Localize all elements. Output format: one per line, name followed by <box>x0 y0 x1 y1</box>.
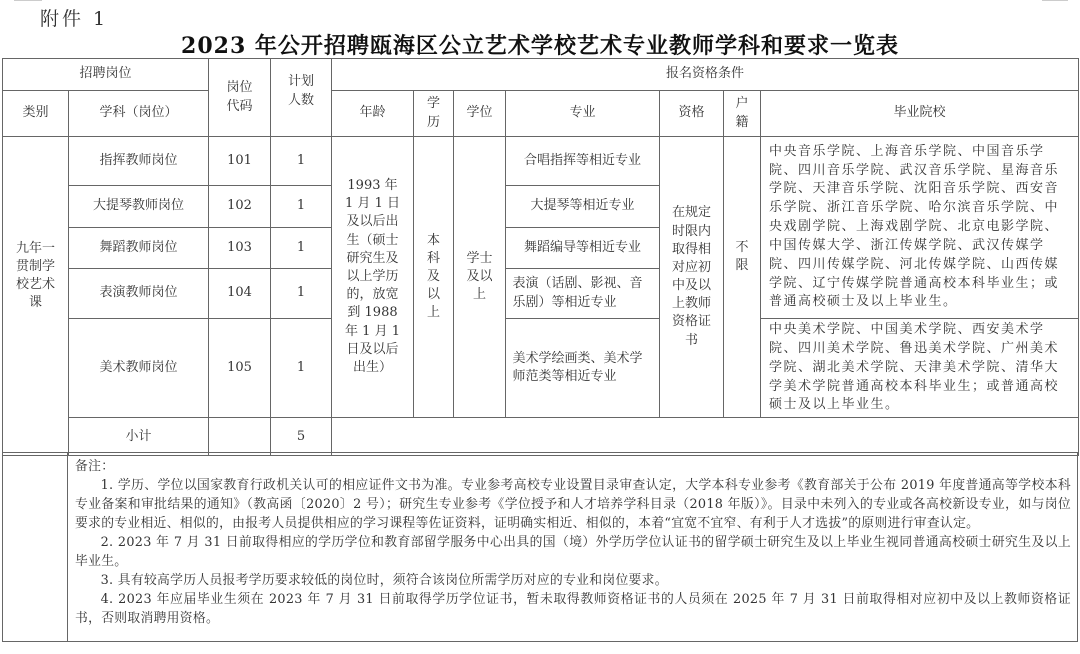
attachment-label: 附件 1 <box>40 8 109 30</box>
table-row <box>3 137 1079 186</box>
recruitment-table <box>2 58 1079 456</box>
count-cell: 1 <box>271 228 332 269</box>
header-qualification: 资格 <box>660 91 724 137</box>
qualification-cell: 在规定时限内取得相对应初中及以上教师资格证书 <box>660 137 724 418</box>
notes-text <box>75 457 1071 628</box>
header-education: 学历 <box>414 91 454 137</box>
subtotal-label: 小计 <box>69 418 209 456</box>
count-cell: 1 <box>271 137 332 186</box>
code-cell: 105 <box>209 319 271 418</box>
header-degree: 学位 <box>454 91 506 137</box>
header-major: 专业 <box>506 91 660 137</box>
category-cell: 九年一贯制学校艺术课 <box>3 137 69 456</box>
schools-art-cell: 中央美术学院、中国美术学院、西安美术学院、四川美术学院、鲁迅美术学院、广州美术学院、湖北美术学院、天津美术学院、清华大学美术学院普通高校本科毕业生；或普通高校硕士及以上毕业生。 <box>761 319 1079 418</box>
education-cell: 本科及以上 <box>414 137 454 418</box>
notes-left-cell <box>3 453 68 641</box>
header-planned-count: 计划人数 <box>271 59 332 137</box>
notes-section <box>2 452 1078 642</box>
count-cell: 1 <box>271 319 332 418</box>
major-cell: 表演（话剧、影视、音乐剧）等相近专业 <box>506 269 660 319</box>
count-cell: 1 <box>271 269 332 319</box>
code-cell: 103 <box>209 228 271 269</box>
code-cell: 102 <box>209 186 271 228</box>
subtotal-code-empty <box>209 418 271 456</box>
header-age: 年龄 <box>332 91 414 137</box>
subtotal-row <box>3 418 1079 456</box>
subject-cell: 舞蹈教师岗位 <box>69 228 209 269</box>
note-item-1: 1. 学历、学位以国家教育行政机关认可的相应证件文书为准。专业参考高校专业设置目录审查认定，大学本科专业参考《教育部关于公布 2019 年度普通高等学校本科专业备案和审批结果的通知》（教高函〔2020〕2 号）；研究生专业参考《学位授予和人才培养学科目录（2018 年版）》。目录中未列入的专业或各高校新设专业，如与岗位要求的专业相近、相似的，由报考人员提供相应的学习课程等佐证资料，证明确实相近、相似的，本着“宜宽不宜窄、有利于人才选拔”的原则进行审查认定。 <box>75 478 1071 531</box>
major-cell: 美术学绘画类、美术学师范类等相近专业 <box>506 319 660 418</box>
subject-cell: 大提琴教师岗位 <box>69 186 209 228</box>
crop-mark-left <box>14 0 42 1</box>
major-cell: 舞蹈编导等相近专业 <box>506 228 660 269</box>
count-cell: 1 <box>271 186 332 228</box>
header-recruit-position: 招聘岗位 <box>3 59 209 91</box>
header-requirements: 报名资格条件 <box>332 59 1079 91</box>
age-cell: 1993 年 1 月 1 日及以后出生（硕士研究生及以上学历的，放宽到 1988 年 1 月 1 日及以后出生） <box>332 137 414 418</box>
household-cell: 不限 <box>724 137 761 418</box>
major-cell: 大提琴等相近专业 <box>506 186 660 228</box>
note-item-4: 4. 2023 年应届毕业生须在 2023 年 7 月 31 日前取得学历学位证书，暂未取得教师资格证书的人员须在 2025 年 7 月 31 日前取得相对应初中及以上教师资格证书，否则取消聘用资格。 <box>75 592 1071 626</box>
degree-cell: 学士及以上 <box>454 137 506 418</box>
subject-cell: 指挥教师岗位 <box>69 137 209 186</box>
schools-music-cell: 中央音乐学院、上海音乐学院、中国音乐学院、四川音乐学院、武汉音乐学院、星海音乐学院、天津音乐学院、沈阳音乐学院、西安音乐学院、浙江音乐学院、哈尔滨音乐学院、中央戏剧学院、上海戏剧学院、北京电影学院、中国传媒大学、浙江传媒学院、武汉传媒学院、四川传媒学院、河北传媒学院、山西传媒学院、辽宁传媒学院普通高校本科毕业生；或普通高校硕士及以上毕业生。 <box>761 137 1079 319</box>
subtotal-empty <box>332 418 1079 456</box>
code-cell: 104 <box>209 269 271 319</box>
major-cell: 合唱指挥等相近专业 <box>506 137 660 186</box>
code-cell: 101 <box>209 137 271 186</box>
crop-mark-right <box>1042 0 1068 1</box>
document-title: 2023 年公开招聘瓯海区公立艺术学校艺术专业教师学科和要求一览表 <box>181 33 899 59</box>
subject-cell: 美术教师岗位 <box>69 319 209 418</box>
header-household: 户籍 <box>724 91 761 137</box>
header-position-code: 岗位代码 <box>209 59 271 137</box>
notes-heading: 备注： <box>75 459 115 474</box>
header-graduate-school: 毕业院校 <box>761 91 1079 137</box>
table-row <box>3 319 1079 418</box>
header-subject: 学科（岗位） <box>69 91 209 137</box>
header-category: 类别 <box>3 91 69 137</box>
note-item-3: 3. 具有较高学历人员报考学历要求较低的岗位时，须符合该岗位所需学历对应的专业和岗位要求。 <box>100 573 668 588</box>
subtotal-count: 5 <box>271 418 332 456</box>
note-item-2: 2. 2023 年 7 月 31 日前取得相应的学历学位和教育部留学服务中心出具的国（境）外学历学位认证书的留学硕士研究生及以上毕业生视同普通高校硕士研究生及以上毕业生。 <box>75 535 1071 569</box>
subject-cell: 表演教师岗位 <box>69 269 209 319</box>
